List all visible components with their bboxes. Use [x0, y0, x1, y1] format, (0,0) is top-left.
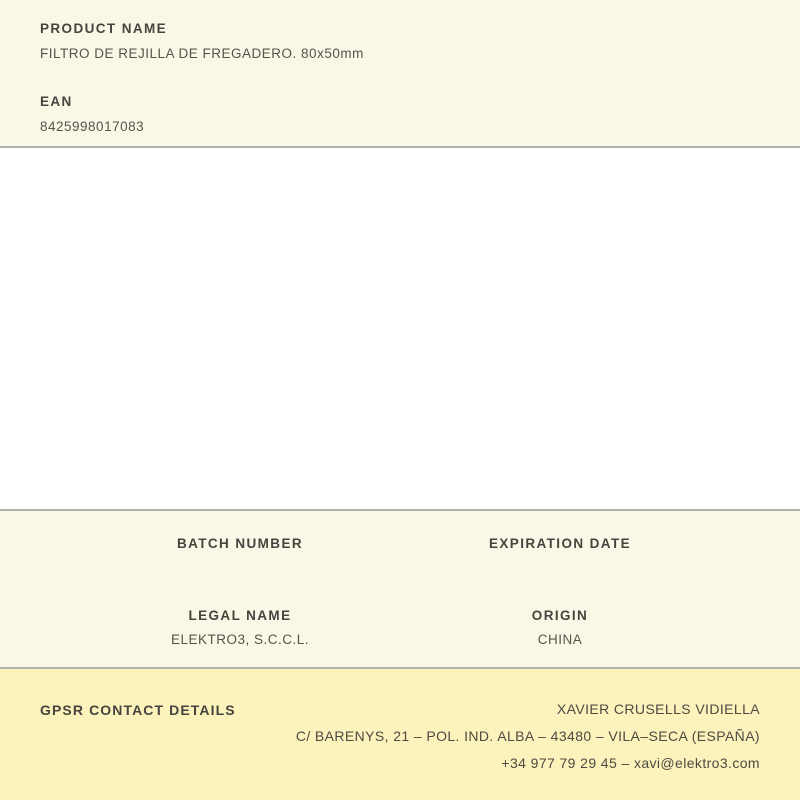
batch-expiration-row	[80, 537, 720, 551]
gpsr-contact-label: GPSR CONTACT DETAILS	[40, 702, 236, 718]
product-name-value: FILTRO DE REJILLA DE FREGADERO. 80x50mm	[40, 45, 364, 61]
batch-number-cell	[80, 537, 400, 551]
product-name-label: PRODUCT NAME	[40, 21, 168, 36]
legal-name-label: LEGAL NAME	[188, 607, 292, 623]
origin-cell	[400, 609, 720, 647]
gpsr-contact-block	[296, 702, 760, 779]
ean-label: EAN	[40, 94, 73, 109]
ean-block	[40, 95, 760, 133]
legal-origin-row	[80, 609, 720, 647]
legal-name-cell	[80, 609, 400, 647]
contact-person-name: XAVIER CRUSELLS VIDIELLA	[556, 701, 760, 717]
contact-address: C/ BARENYS, 21 – POL. IND. ALBA – 43480 – VILA–SECA (ESPAÑA)	[295, 728, 760, 744]
origin-value: CHINA	[537, 632, 583, 647]
origin-label: ORIGIN	[531, 607, 589, 623]
product-details-section	[0, 511, 800, 669]
legal-name-value: ELEKTRO3, S.C.C.L.	[170, 632, 310, 647]
ean-value: 8425998017083	[40, 118, 145, 134]
gpsr-contact-section	[0, 669, 800, 800]
batch-number-label: BATCH NUMBER	[176, 536, 304, 551]
product-name-block	[40, 22, 760, 60]
expiration-date-cell	[400, 537, 720, 551]
product-header-section	[0, 0, 800, 148]
product-image-area	[0, 148, 800, 511]
expiration-date-label: EXPIRATION DATE	[488, 536, 631, 551]
contact-phone-email: +34 977 79 29 45 – xavi@elektro3.com	[501, 755, 760, 771]
